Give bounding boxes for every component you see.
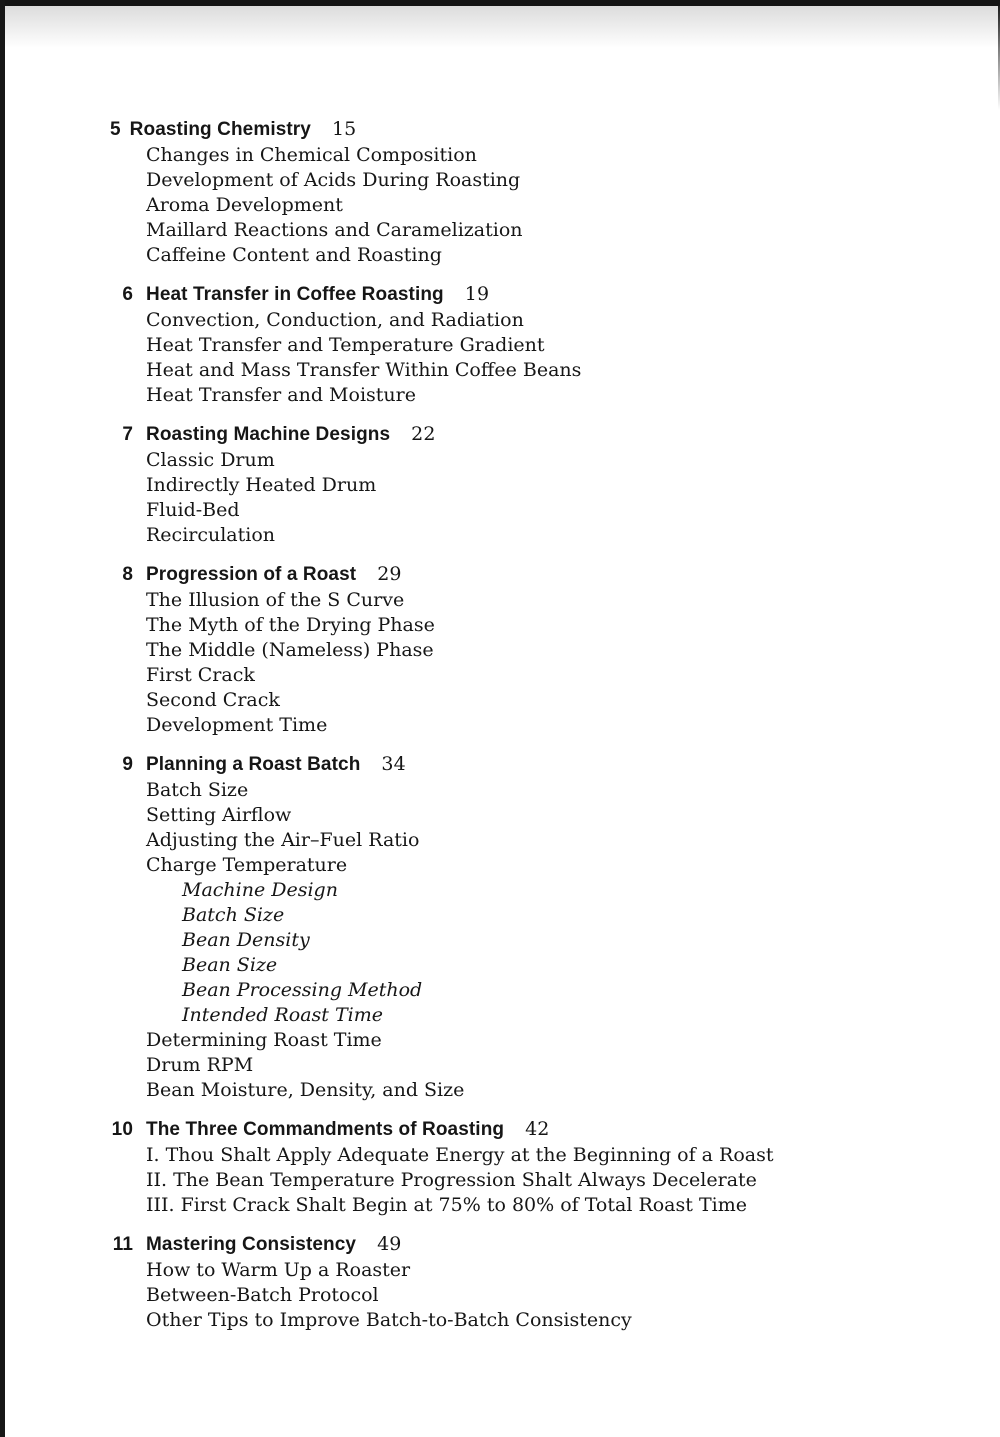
toc-subsection: The Myth of the Drying Phase: [146, 614, 435, 636]
toc-chapter: [108, 561, 960, 738]
toc-subsection: Bean Density: [182, 929, 310, 951]
chapter-subsection-list: [108, 143, 960, 268]
chapter-subsection-list: [108, 778, 960, 1103]
toc-subsection: Development Time: [146, 714, 328, 736]
toc-subsection: Charge Temperature: [146, 854, 348, 876]
chapter-title: Roasting Machine Designs: [146, 424, 391, 445]
toc-subsection: Between-Batch Protocol: [146, 1284, 379, 1306]
chapter-page-number: 19: [464, 283, 490, 305]
toc-chapter: [108, 1116, 960, 1218]
toc-subsection: Development of Acids During Roasting: [146, 169, 521, 191]
toc-subsection: Batch Size: [182, 904, 285, 926]
chapter-title: Roasting Chemistry: [129, 119, 311, 140]
chapter-heading: [108, 421, 960, 448]
chapter-title: Planning a Roast Batch: [146, 754, 361, 775]
chapter-page-number: 22: [411, 423, 436, 445]
toc-subsection: Heat Transfer and Temperature Gradient: [146, 334, 545, 356]
toc-subsection: Changes in Chemical Composition: [146, 144, 477, 166]
chapter-subsection-list: [108, 1143, 960, 1218]
toc-subsection: I. Thou Shalt Apply Adequate Energy at the Beginning of a Roast: [146, 1144, 774, 1166]
toc-subsection: Caffeine Content and Roasting: [146, 244, 442, 266]
toc-chapter: [108, 421, 960, 548]
toc-subsection: Batch Size: [146, 779, 249, 801]
toc-subsection: Bean Size: [182, 954, 278, 976]
chapter-number: 7: [122, 424, 133, 445]
chapter-subsection-list: [108, 1258, 960, 1333]
chapter-heading: [108, 116, 960, 143]
chapter-number: 5: [110, 119, 121, 140]
toc-subsection: Setting Airflow: [146, 804, 292, 826]
chapter-heading: [108, 281, 960, 308]
toc-subsection: Machine Design: [182, 879, 338, 901]
toc-subsection: Recirculation: [146, 524, 276, 546]
toc-subsection: Classic Drum: [146, 449, 275, 471]
toc-subsection: Heat and Mass Transfer Within Coffee Beans: [146, 359, 582, 381]
chapter-page-number: 29: [377, 563, 402, 585]
toc-subsection: The Middle (Nameless) Phase: [146, 639, 434, 661]
toc-chapter: [108, 116, 960, 268]
toc-subsection: II. The Bean Temperature Progression Shalt Always Decelerate: [146, 1169, 757, 1191]
chapter-number: 8: [122, 564, 133, 585]
toc-chapter: [108, 1231, 960, 1333]
toc-subsection: How to Warm Up a Roaster: [146, 1259, 411, 1281]
chapter-number: 9: [122, 754, 133, 775]
chapter-heading: [108, 561, 960, 588]
chapter-subsection-list: [108, 448, 960, 548]
chapter-heading: [108, 751, 960, 778]
toc-subsection: Determining Roast Time: [146, 1029, 382, 1051]
toc-subsection: Intended Roast Time: [182, 1004, 383, 1026]
toc-subsection: Fluid-Bed: [146, 499, 240, 521]
toc-chapter: [108, 751, 960, 1103]
toc-subsection: Drum RPM: [146, 1054, 254, 1076]
chapter-number: 6: [122, 284, 133, 305]
chapter-page-number: 49: [377, 1233, 402, 1255]
chapter-page-number: 34: [381, 753, 406, 775]
chapter-heading: [108, 1231, 960, 1258]
chapter-subsection-list: [108, 308, 960, 408]
left-edge-bar: [0, 0, 5, 1437]
toc-subsection: First Crack: [146, 664, 255, 686]
toc-subsection: Bean Processing Method: [182, 979, 423, 1001]
toc-subsection: Bean Moisture, Density, and Size: [146, 1079, 465, 1101]
toc-subsection: Indirectly Heated Drum: [146, 474, 377, 496]
toc-subsection: Maillard Reactions and Caramelization: [146, 219, 523, 241]
chapter-page-number: 42: [525, 1118, 550, 1140]
toc-subsection: Second Crack: [146, 689, 280, 711]
chapter-title: Heat Transfer in Coffee Roasting: [146, 284, 444, 305]
chapter-number: 10: [111, 1119, 133, 1140]
toc-subsection: III. First Crack Shalt Begin at 75% to 80% of Total Roast Time: [146, 1194, 747, 1216]
chapter-subsection-list: [108, 588, 960, 738]
chapter-heading: [108, 1116, 960, 1143]
toc-subsection: Other Tips to Improve Batch-to-Batch Consistency: [146, 1309, 632, 1331]
chapter-title: Progression of a Roast: [146, 564, 357, 585]
toc-subsection: Aroma Development: [146, 194, 343, 216]
chapter-number: 11: [112, 1234, 133, 1255]
top-edge-bar: [0, 0, 1000, 6]
toc-subsection: The Illusion of the S Curve: [146, 589, 405, 611]
toc-subsection: Heat Transfer and Moisture: [146, 384, 416, 406]
chapter-page-number: 15: [331, 118, 357, 140]
toc-subsection: Convection, Conduction, and Radiation: [146, 309, 524, 331]
toc-chapter: [108, 281, 960, 408]
chapter-title: Mastering Consistency: [146, 1234, 357, 1255]
toc-subsection: Adjusting the Air–Fuel Ratio: [146, 829, 420, 851]
chapter-title: The Three Commandments of Roasting: [146, 1119, 505, 1140]
